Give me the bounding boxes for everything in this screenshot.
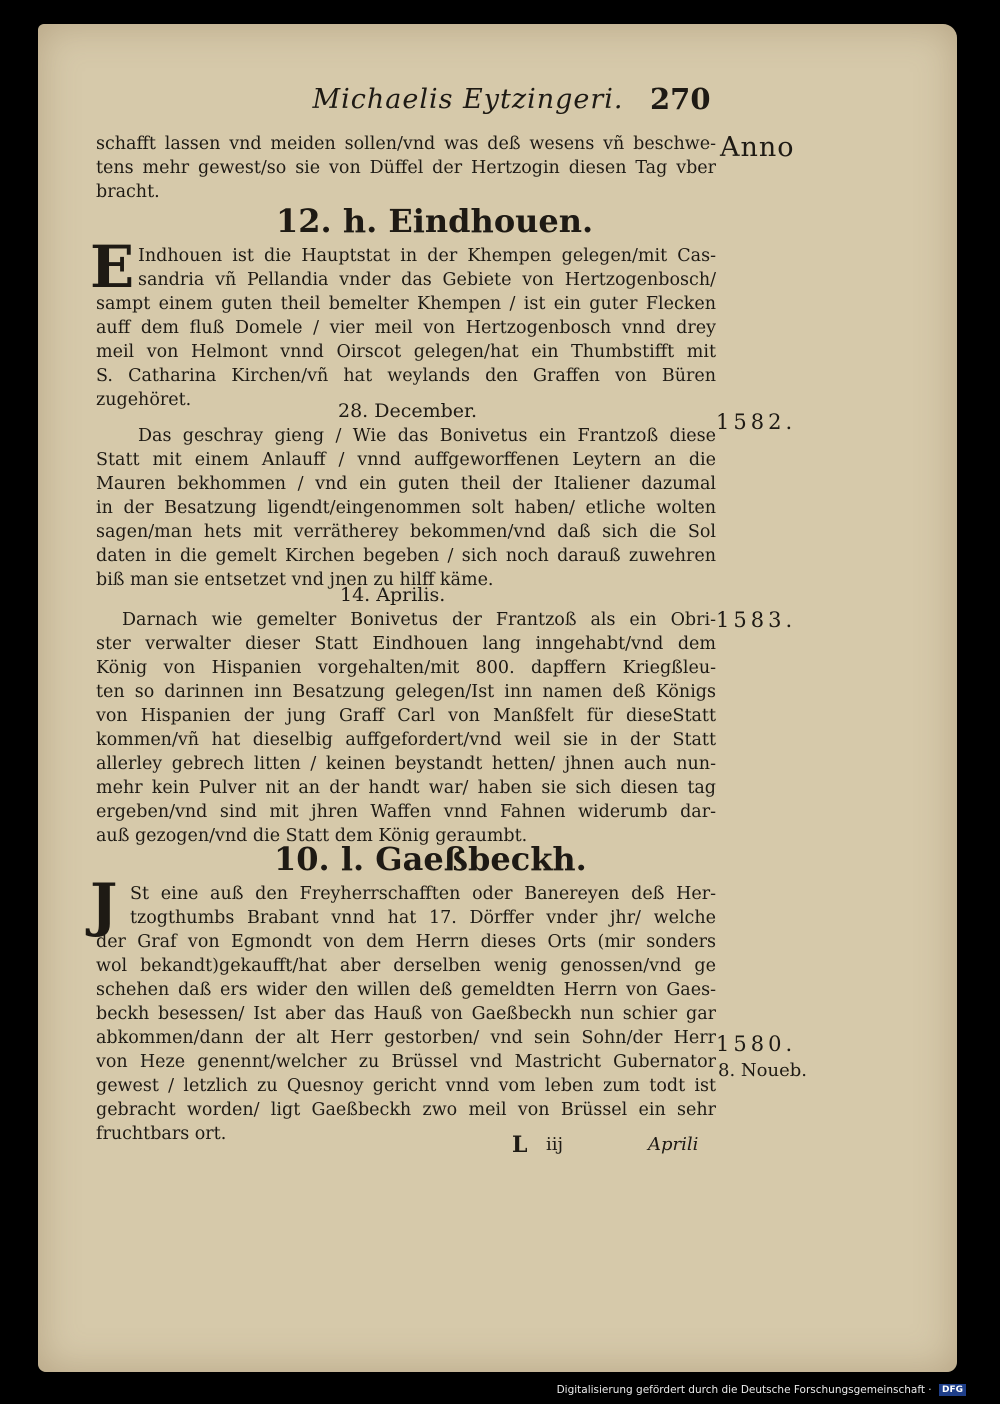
dfg-logo: DFG <box>939 1384 966 1396</box>
book-page <box>38 24 957 1372</box>
drop-initial: E <box>90 233 135 301</box>
margin-anno-label: Anno <box>720 132 795 163</box>
text-line: schehen daß ers wider den willen deß gemeldten Herrn von Gaes- <box>96 980 716 1000</box>
signature-number: iij <box>546 1134 564 1155</box>
text-line: Darnach wie gemelter Bonivetus der Frantzoß als ein Obri- <box>122 610 716 630</box>
date-heading-aprilis: 14. Aprilis. <box>340 584 446 606</box>
page-number: 270 <box>650 82 711 116</box>
text-line: in der Besatzung ligendt/eingenommen solt haben/ etliche wolten <box>96 498 716 518</box>
text-line: tzogthumbs Brabant vnnd hat 17. Dörffer vnder jhr/ welche <box>130 908 716 928</box>
text-line: von Hispanien der jung Graff Carl von Manßfelt für dieseStatt <box>96 706 716 726</box>
text-line: wol bekandt)gekaufft/hat aber derselben wenig genossen/vnd ge <box>96 956 716 976</box>
text-line: sandria vñ Pellandia vnder das Gebiete von Hertzogenbosch/ <box>138 270 716 290</box>
text-line: Mauren bekhommen / vnd ein guten theil der Italiener dazumal <box>96 474 716 494</box>
margin-year: 1580. <box>716 1032 797 1056</box>
text-line: Statt mit einem Anlauff / vnnd auffgeworffenen Leytern an die <box>96 450 716 470</box>
text-line: S. Catharina Kirchen/vñ hat weylands den Graffen von Büren <box>96 366 716 386</box>
section-heading-gaesbeek: 10. l. Gaeßbeckh. <box>274 840 587 878</box>
text-line: Das geschray gieng / Wie das Bonivetus ein Frantzoß diese <box>138 426 716 446</box>
text-line: gebracht worden/ ligt Gaeßbeckh zwo meil von Brüssel ein sehr <box>96 1100 716 1120</box>
margin-year: 1582. <box>716 410 797 434</box>
text-line: kommen/vñ hat dieselbig auffgefordert/vnd weil sie in der Statt <box>96 730 716 750</box>
running-title: Michaelis Eytzingeri. <box>312 84 624 115</box>
text-line: ster verwalter dieser Statt Eindhouen lang inngehabt/vnd dem <box>96 634 716 654</box>
signature-mark: L <box>512 1132 528 1158</box>
text-line: schafft lassen vnd meiden sollen/vnd was deß wesens vñ beschwe- <box>96 134 716 154</box>
text-line: Indhouen ist die Hauptstat in der Khempen gelegen/mit Cas- <box>138 246 716 266</box>
text-line: mehr kein Pulver nit an der handt war/ haben sie sich diesen tag <box>96 778 716 798</box>
credit-text: Digitalisierung gefördert durch die Deutsche Forschungsgemeinschaft · <box>556 1384 932 1396</box>
date-heading-december: 28. December. <box>338 400 478 422</box>
text-line: zugehöret. <box>96 390 192 410</box>
text-line: ten so darinnen inn Besatzung gelegen/Ist inn namen deß Königs <box>96 682 716 702</box>
text-line: meil von Helmont vnnd Oirscot gelegen/hat ein Thumbstifft mit <box>96 342 716 362</box>
text-line: König von Hispanien vorgehalten/mit 800. dapffern Kriegßleu- <box>96 658 716 678</box>
text-line: von Heze genennt/welcher zu Brüssel vnd Mastricht Gubernator <box>96 1052 716 1072</box>
text-line: ergeben/vnd sind mit jhren Waffen vnnd Fahnen widerumb dar- <box>96 802 716 822</box>
text-line: biß man sie entsetzet vnd jnen zu hilff käme. <box>96 570 494 590</box>
margin-date-note: 8. Noueb. <box>718 1060 807 1081</box>
text-line: gewest / letzlich zu Quesnoy gericht vnnd vom leben zum todt ist <box>96 1076 716 1096</box>
text-line: sagen/man hets mit verrätherey bekommen/vnd daß sich die Sol <box>96 522 716 542</box>
section-heading-eindhoven: 12. h. Eindhouen. <box>276 202 594 240</box>
margin-year: 1583. <box>716 608 797 632</box>
text-line: bracht. <box>96 182 160 202</box>
text-line: tens mehr gewest/so sie von Düffel der Hertzogin diesen Tag vber <box>96 158 716 178</box>
text-line: auff dem fluß Domele / vier meil von Hertzogenbosch vnnd drey <box>96 318 716 338</box>
text-line: daten in die gemelt Kirchen begeben / sich noch darauß zuwehren <box>96 546 716 566</box>
drop-initial: J <box>90 871 118 939</box>
text-line: sampt einem guten theil bemelter Khempen / ist ein guter Flecken <box>96 294 716 314</box>
text-line: St eine auß den Freyherrschafften oder Banereyen deß Her- <box>130 884 716 904</box>
text-line: fruchtbars ort. <box>96 1124 227 1144</box>
text-line: beckh besessen/ Ist aber das Hauß von Gaeßbeckh nun schier gar <box>96 1004 716 1024</box>
digitization-credit <box>557 1384 966 1396</box>
text-line: allerley gebrech litten / keinen beystandt hetten/ jhnen auch nun- <box>96 754 716 774</box>
text-line: auß gezogen/vnd die Statt dem König geraumbt. <box>96 826 528 846</box>
text-line: abkommen/dann der alt Herr gestorben/ vnd sein Sohn/der Herr <box>96 1028 716 1048</box>
text-line: der Graf von Egmondt von dem Herrn dieses Orts (mir sonders <box>96 932 716 952</box>
catchword: Aprili <box>648 1134 699 1155</box>
